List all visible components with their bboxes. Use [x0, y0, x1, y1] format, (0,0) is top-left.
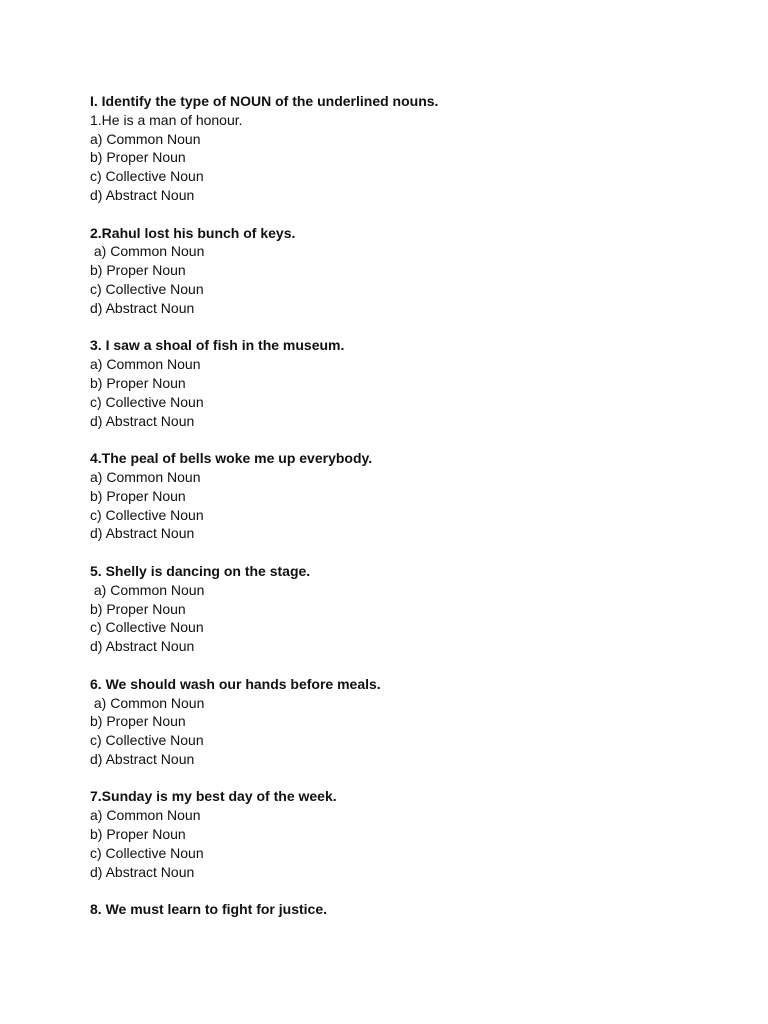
question-block [90, 111, 730, 205]
spacer [90, 769, 730, 788]
spacer [90, 205, 730, 224]
question-prompt: 6. We should wash our hands before meals. [90, 675, 381, 692]
question-prompt: 4.The peal of bells woke me up everybody. [90, 450, 373, 467]
option-a: a) Common Noun [90, 130, 201, 147]
spacer [90, 881, 730, 900]
question-block [90, 336, 730, 430]
option-b: b) Proper Noun [90, 713, 186, 730]
option-b: b) Proper Noun [90, 487, 186, 504]
question-prompt: 5. Shelly is dancing on the stage. [90, 562, 311, 579]
option-c: c) Collective Noun [90, 393, 204, 410]
option-d: d) Abstract Noun [90, 186, 195, 203]
worksheet-page [90, 92, 730, 919]
option-a: a) Common Noun [90, 468, 201, 485]
option-b: b) Proper Noun [90, 826, 186, 843]
question-block [90, 562, 730, 656]
question-prompt: 7.Sunday is my best day of the week. [90, 788, 337, 805]
option-c: c) Collective Noun [90, 280, 204, 297]
option-d: d) Abstract Noun [90, 525, 195, 542]
spacer [90, 656, 730, 675]
question-block [90, 675, 730, 769]
option-b: b) Proper Noun [90, 149, 186, 166]
option-a: a) Common Noun [90, 356, 201, 373]
worksheet-heading: I. Identify the type of NOUN of the underlined nouns. [90, 93, 439, 109]
question-prompt: 8. We must learn to fight for justice. [90, 901, 327, 918]
option-d: d) Abstract Noun [90, 299, 195, 316]
option-d: d) Abstract Noun [90, 638, 195, 655]
question-prompt: 3. I saw a shoal of fish in the museum. [90, 337, 345, 354]
question-block [90, 787, 730, 881]
option-c: c) Collective Noun [90, 168, 204, 185]
option-c: c) Collective Noun [90, 619, 204, 636]
option-d: d) Abstract Noun [90, 863, 195, 880]
option-a: a) Common Noun [90, 807, 201, 824]
question-prompt: 2.Rahul lost his bunch of keys. [90, 224, 296, 241]
option-a: a) Common Noun [90, 694, 205, 711]
option-d: d) Abstract Noun [90, 412, 195, 429]
option-c: c) Collective Noun [90, 506, 204, 523]
question-block [90, 224, 730, 318]
option-b: b) Proper Noun [90, 374, 186, 391]
option-c: c) Collective Noun [90, 732, 204, 749]
spacer [90, 318, 730, 337]
option-b: b) Proper Noun [90, 262, 186, 279]
option-a: a) Common Noun [90, 581, 205, 598]
option-b: b) Proper Noun [90, 600, 186, 617]
option-a: a) Common Noun [90, 243, 205, 260]
question-block [90, 900, 730, 919]
spacer [90, 543, 730, 562]
option-d: d) Abstract Noun [90, 750, 195, 767]
question-prompt: 1.He is a man of honour. [90, 111, 243, 128]
question-block [90, 449, 730, 543]
spacer [90, 430, 730, 449]
option-c: c) Collective Noun [90, 844, 204, 861]
